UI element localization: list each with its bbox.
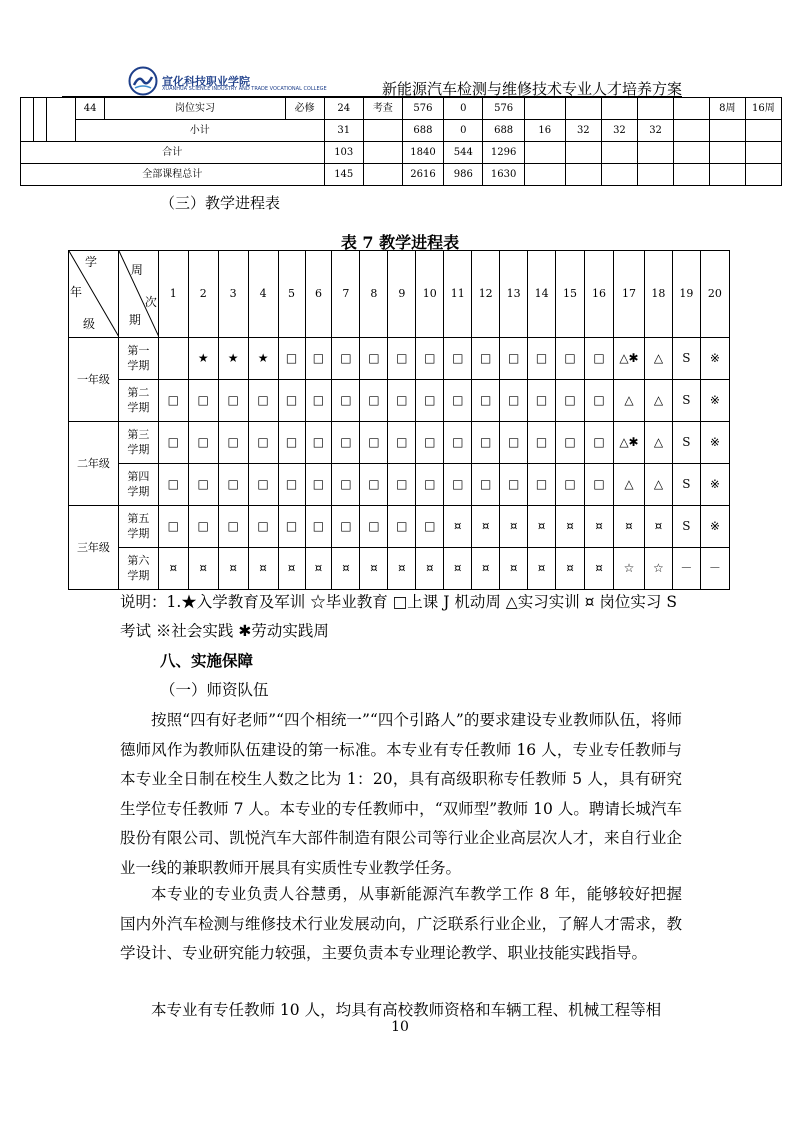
schedule-cell: □ [388, 338, 416, 380]
schedule-cell: ★ [248, 338, 278, 380]
schedule-cell: △✱ [613, 338, 644, 380]
schedule-cell: ¤ [528, 548, 556, 590]
schedule-cell: S [672, 506, 700, 548]
schedule-cell: □ [500, 380, 528, 422]
school-subtitle: XUANHUA SCIENCE INDUSTRY AND TRADE VOCATIONAL COLLEGE [162, 86, 327, 92]
schedule-cell: ¤ [585, 506, 614, 548]
table-cell [674, 120, 710, 142]
week-header: 19 [672, 251, 700, 338]
schedule-cell: □ [388, 464, 416, 506]
schedule-cell: □ [585, 380, 614, 422]
schedule-cell: □ [444, 338, 472, 380]
course-assess: 考查 [363, 98, 402, 120]
paragraph: 按照“四有好老师”“四个相统一”“四个引路人”的要求建设专业教师队伍，将师德师风作为教师队伍建设的第一标准。本专业有专任教师 16 人，专业专任教师与本专业全日制在校生人数之比为 1：20，具有高级职称专任教师 5 人，具有研究生学位专任教师 7 人。本专业的专任教师中，“双师型”教师 10 人。聘请长城汽车股份有限公司、凯悦汽车大部件制造有限公司等行业企业高层次人才，来自行业企业一线的兼职教师开展具有实质性专业教学任务。 [120, 711, 682, 877]
course-practice-hours: 576 [483, 98, 524, 120]
schedule-cell: ※ [700, 380, 729, 422]
table-header-row [69, 251, 730, 338]
schedule-cell: ※ [700, 464, 729, 506]
schedule-cell: □ [556, 380, 585, 422]
subtotal-practice: 688 [483, 120, 524, 142]
subsection-heading: （一）师资队伍 [160, 681, 269, 699]
grand-practice: 1630 [483, 164, 524, 186]
term-label: 第一 学期 [118, 338, 158, 380]
table-cell [33, 98, 47, 142]
grand-hours: 2616 [402, 164, 443, 186]
schedule-cell: □ [278, 380, 305, 422]
corner-label: 学 [85, 255, 98, 269]
schedule-cell: □ [556, 422, 585, 464]
subtotal-term2: 32 [565, 120, 601, 142]
table-cell [674, 98, 710, 120]
term-label: 第五 学期 [118, 506, 158, 548]
schedule-cell: △ [644, 380, 672, 422]
week-header: 11 [444, 251, 472, 338]
table-cell [601, 164, 637, 186]
schedule-cell: □ [500, 422, 528, 464]
year-label: 一年级 [69, 338, 119, 422]
schedule-cell: □ [556, 464, 585, 506]
legend-line: 说明：1.★入学教育及军训 ☆毕业教育 □上课 J 机动周 △实习实训 ¤ 岗位实习 S [120, 593, 677, 611]
schedule-cell: □ [305, 422, 332, 464]
schedule-cell: ※ [700, 338, 729, 380]
schedule-cell: ¤ [332, 548, 360, 590]
schedule-cell: ★ [218, 338, 248, 380]
schedule-cell: ¤ [556, 548, 585, 590]
schedule-cell: ¤ [248, 548, 278, 590]
schedule-cell: □ [528, 380, 556, 422]
schedule-cell: ¤ [472, 506, 500, 548]
table-row [69, 338, 730, 380]
table-cell [709, 164, 745, 186]
schedule-cell: － [672, 548, 700, 590]
schedule-cell [158, 338, 188, 380]
schedule-cell: □ [305, 338, 332, 380]
grand-theory: 986 [444, 164, 483, 186]
week-header: 16 [585, 251, 614, 338]
corner-label: 周 [130, 263, 143, 277]
schedule-cell: □ [332, 464, 360, 506]
table-cell [363, 164, 402, 186]
schedule-cell: ¤ [528, 506, 556, 548]
week-header: 14 [528, 251, 556, 338]
schedule-cell: □ [305, 464, 332, 506]
schedule-cell: ¤ [305, 548, 332, 590]
schedule-cell: □ [472, 464, 500, 506]
week-header: 20 [700, 251, 729, 338]
schedule-cell: □ [585, 338, 614, 380]
week-header: 2 [188, 251, 218, 338]
schedule-cell: ¤ [278, 548, 305, 590]
corner-label: 级 [83, 317, 96, 331]
table-cell [524, 98, 565, 120]
schedule-cell: － [700, 548, 729, 590]
table-cell [709, 120, 745, 142]
week-header: 15 [556, 251, 585, 338]
schedule-cell: □ [388, 380, 416, 422]
schedule-cell: □ [528, 338, 556, 380]
schedule-cell: □ [444, 380, 472, 422]
schedule-cell: □ [248, 506, 278, 548]
week-header: 8 [360, 251, 388, 338]
schedule-cell: △ [644, 464, 672, 506]
schedule-cell: □ [416, 506, 444, 548]
week-header: 9 [388, 251, 416, 338]
school-name: 宣化科技职业学院 [162, 75, 250, 88]
total-theory: 544 [444, 142, 483, 164]
schedule-cell: □ [305, 380, 332, 422]
subtotal-term3: 32 [601, 120, 637, 142]
schedule-cell: □ [248, 464, 278, 506]
schedule-cell: □ [158, 464, 188, 506]
schedule-cell: □ [472, 422, 500, 464]
table-cell [524, 142, 565, 164]
schedule-cell: ¤ [158, 548, 188, 590]
term-label: 第四 学期 [118, 464, 158, 506]
schedule-cell: □ [444, 464, 472, 506]
course-term6-weeks: 16周 [745, 98, 781, 120]
schedule-cell: □ [305, 506, 332, 548]
course-credits: 24 [324, 98, 363, 120]
schedule-cell: □ [218, 506, 248, 548]
teaching-schedule-table [68, 250, 730, 590]
schedule-cell: □ [360, 338, 388, 380]
table-cell [601, 142, 637, 164]
page-header [62, 66, 682, 98]
paragraph: 本专业的专业负责人谷慧勇，从事新能源汽车教学工作 8 年，能够较好把握国内外汽车检测与维修技术行业发展动向，广泛联系行业企业，了解人才需求，教学设计、专业研究能力较强，主要负责本专业理论教学、职业技能实践指导。 [120, 885, 682, 962]
table-row [21, 120, 782, 142]
schedule-cell: ※ [700, 506, 729, 548]
table-row [69, 506, 730, 548]
schedule-cell: □ [248, 422, 278, 464]
course-table [20, 97, 782, 186]
schedule-cell: □ [500, 338, 528, 380]
subtotal-total: 688 [402, 120, 443, 142]
table-row [21, 98, 782, 120]
corner-label: 次 [144, 295, 157, 309]
schedule-cell: □ [218, 464, 248, 506]
week-header: 6 [305, 251, 332, 338]
table-row [69, 422, 730, 464]
subtotal-theory: 0 [444, 120, 483, 142]
term-label: 第二 学期 [118, 380, 158, 422]
total-practice: 1296 [483, 142, 524, 164]
course-type: 必修 [285, 98, 324, 120]
schedule-cell: □ [528, 464, 556, 506]
total-hours: 1840 [402, 142, 443, 164]
schedule-cell: ¤ [416, 548, 444, 590]
schedule-cell: □ [585, 464, 614, 506]
table-cell [363, 142, 402, 164]
schedule-cell: □ [278, 506, 305, 548]
table-cell [638, 98, 674, 120]
schedule-cell: □ [158, 506, 188, 548]
schedule-cell: □ [278, 422, 305, 464]
schedule-cell: △ [613, 464, 644, 506]
schedule-cell: □ [332, 380, 360, 422]
year-label: 三年级 [69, 506, 119, 590]
table-cell [638, 142, 674, 164]
schedule-cell: S [672, 422, 700, 464]
schedule-cell: □ [188, 422, 218, 464]
schedule-cell: ¤ [444, 506, 472, 548]
week-header: 3 [218, 251, 248, 338]
table-row [69, 380, 730, 422]
schedule-cell: □ [332, 338, 360, 380]
schedule-cell: ¤ [500, 548, 528, 590]
week-header: 17 [613, 251, 644, 338]
course-term5-weeks: 8周 [709, 98, 745, 120]
schedule-cell: ☆ [613, 548, 644, 590]
schedule-cell: ※ [700, 422, 729, 464]
total-credits: 103 [324, 142, 363, 164]
schedule-cell: □ [556, 338, 585, 380]
schedule-cell: □ [388, 506, 416, 548]
schedule-cell: □ [360, 506, 388, 548]
schedule-cell: □ [158, 380, 188, 422]
table-cell [745, 142, 781, 164]
schedule-cell: □ [416, 422, 444, 464]
schedule-cell: □ [360, 422, 388, 464]
table-cell [745, 120, 781, 142]
table-cell [565, 142, 601, 164]
schedule-cell: □ [388, 422, 416, 464]
week-header: 4 [248, 251, 278, 338]
schedule-cell: □ [416, 338, 444, 380]
paragraph: 本专业有专任教师 10 人，均具有高校教师资格和车辆工程、机械工程等相 [151, 1001, 662, 1019]
schedule-cell: ¤ [585, 548, 614, 590]
schedule-cell: □ [416, 380, 444, 422]
schedule-cell: ¤ [644, 506, 672, 548]
schedule-cell: ★ [188, 338, 218, 380]
table-cell [21, 98, 34, 142]
schedule-cell: △ [644, 422, 672, 464]
table-cell [363, 120, 402, 142]
grand-total-label: 全部课程总计 [21, 164, 325, 186]
schedule-cell: S [672, 338, 700, 380]
week-header: 10 [416, 251, 444, 338]
course-name: 岗位实习 [105, 98, 285, 120]
document-title: 新能源汽车检测与维修技术专业人才培养方案 [381, 80, 682, 98]
schedule-cell: ☆ [644, 548, 672, 590]
grand-credits: 145 [324, 164, 363, 186]
schedule-cell: □ [158, 422, 188, 464]
course-total-hours: 576 [402, 98, 443, 120]
week-header: 12 [472, 251, 500, 338]
subtotal-term1: 16 [524, 120, 565, 142]
schedule-cell: □ [188, 506, 218, 548]
course-number: 44 [75, 98, 104, 120]
schedule-cell: □ [278, 338, 305, 380]
schedule-cell: △ [613, 380, 644, 422]
corner-label: 年 [70, 285, 83, 299]
term-label: 第三 学期 [118, 422, 158, 464]
corner-cell-year [69, 251, 119, 338]
week-header: 18 [644, 251, 672, 338]
schedule-cell: □ [218, 422, 248, 464]
section-heading: （三）教学进程表 [160, 194, 281, 212]
schedule-cell: S [672, 380, 700, 422]
table-row [69, 548, 730, 590]
schedule-cell: □ [500, 464, 528, 506]
table-caption: 表 7 教学进程表 [340, 233, 460, 252]
week-header: 7 [332, 251, 360, 338]
schedule-cell: □ [360, 380, 388, 422]
course-theory-hours: 0 [444, 98, 483, 120]
table-cell [524, 164, 565, 186]
schedule-cell: □ [188, 380, 218, 422]
schedule-cell: △✱ [613, 422, 644, 464]
schedule-cell: □ [332, 422, 360, 464]
schedule-cell: □ [472, 380, 500, 422]
week-header: 5 [278, 251, 305, 338]
schedule-cell: □ [444, 422, 472, 464]
schedule-cell: ¤ [444, 548, 472, 590]
schedule-cell: ¤ [472, 548, 500, 590]
schedule-cell: ¤ [218, 548, 248, 590]
table-cell [638, 164, 674, 186]
page-number: 10 [391, 1019, 409, 1035]
schedule-cell: □ [248, 380, 278, 422]
schedule-cell: ¤ [556, 506, 585, 548]
schedule-cell: □ [585, 422, 614, 464]
schedule-cell: □ [188, 464, 218, 506]
schedule-cell: □ [360, 464, 388, 506]
year-label: 二年级 [69, 422, 119, 506]
subtotal-label: 小计 [75, 120, 324, 142]
week-header: 13 [500, 251, 528, 338]
legend-line: 考试 ※社会实践 ✱劳动实践周 [120, 622, 329, 640]
table-cell [565, 164, 601, 186]
school-logo-icon [128, 66, 158, 96]
term-label: 第六 学期 [118, 548, 158, 590]
schedule-cell: □ [472, 338, 500, 380]
schedule-cell: ¤ [188, 548, 218, 590]
schedule-cell: △ [644, 338, 672, 380]
schedule-cell: □ [528, 422, 556, 464]
table-cell [565, 98, 601, 120]
schedule-cell: □ [332, 506, 360, 548]
schedule-cell: ¤ [360, 548, 388, 590]
table-cell [47, 98, 76, 142]
schedule-cell: ¤ [613, 506, 644, 548]
section-heading: 八、实施保障 [160, 652, 254, 670]
corner-cell-week [118, 251, 158, 338]
table-cell [745, 164, 781, 186]
schedule-cell: S [672, 464, 700, 506]
schedule-cell: ¤ [388, 548, 416, 590]
table-cell [709, 142, 745, 164]
schedule-cell: □ [218, 380, 248, 422]
schedule-cell: ¤ [500, 506, 528, 548]
table-row [21, 142, 782, 164]
subtotal-credits: 31 [324, 120, 363, 142]
week-header: 1 [158, 251, 188, 338]
subtotal-term4: 32 [638, 120, 674, 142]
corner-label: 期 [128, 313, 141, 327]
table-row [69, 464, 730, 506]
table-cell [674, 164, 710, 186]
table-cell [674, 142, 710, 164]
schedule-cell: □ [416, 464, 444, 506]
table-cell [601, 98, 637, 120]
schedule-cell: □ [278, 464, 305, 506]
total-label: 合计 [21, 142, 325, 164]
table-row [21, 164, 782, 186]
